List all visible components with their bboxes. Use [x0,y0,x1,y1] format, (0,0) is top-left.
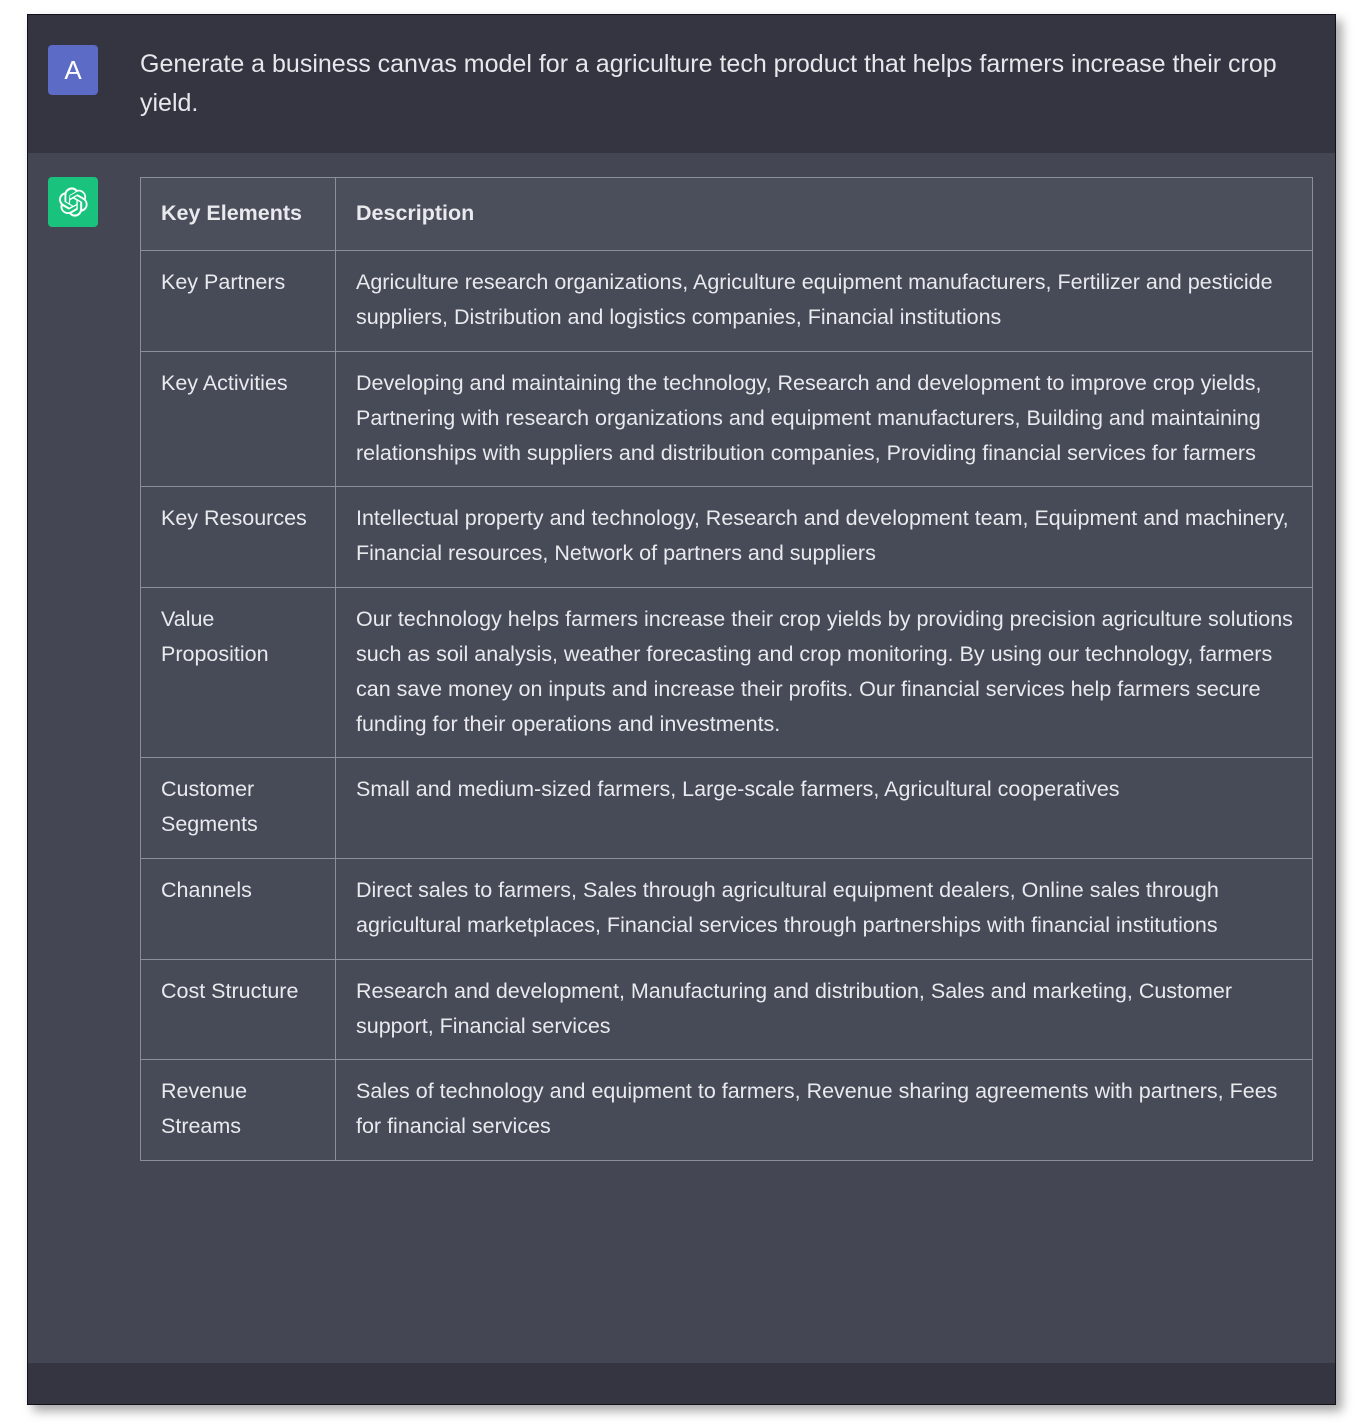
table-row [141,351,1313,486]
column-header-description: Description [336,177,1313,251]
table-row [141,487,1313,588]
table-row [141,859,1313,960]
column-header-key-elements: Key Elements [141,177,336,251]
table-row [141,588,1313,758]
assistant-message-turn [28,153,1335,1363]
cell-description: Sales of technology and equipment to farmers, Revenue sharing agreements with partners, Fees for financial services [336,1060,1313,1161]
business-canvas-table [140,177,1313,1162]
table-header-row [141,177,1313,251]
cell-description: Research and development, Manufacturing and distribution, Sales and marketing, Customer support, Financial services [336,959,1313,1060]
table-row [141,959,1313,1060]
cell-key-element: Value Proposition [141,588,336,758]
chat-window [27,14,1336,1405]
cell-description: Developing and maintaining the technology, Research and development to improve crop yields, Partnering with research organizations and equipment manufacturers, Building and maintaining relationships with suppliers and distribution companies, Providing financial services for farmers [336,351,1313,486]
cell-description: Direct sales to farmers, Sales through agricultural equipment dealers, Online sales through agricultural marketplaces, Financial services through partnerships with financial institutions [336,859,1313,960]
user-message-turn [28,15,1335,153]
table-row [141,251,1313,352]
cell-key-element: Cost Structure [141,959,336,1060]
cell-description: Small and medium-sized farmers, Large-scale farmers, Agricultural cooperatives [336,758,1313,859]
user-avatar-letter: A [64,54,82,85]
user-message-text: Generate a business canvas model for a agriculture tech product that helps farmers increase their crop yield. [140,50,1277,117]
cell-description: Our technology helps farmers increase their crop yields by providing precision agriculture solutions such as soil analysis, weather forecasting and crop monitoring. By using our technology, farmers can save money on inputs and increase their profits. Our financial services help farmers secure funding for their operations and investments. [336,588,1313,758]
cell-description: Intellectual property and technology, Research and development team, Equipment and machinery, Financial resources, Network of partners and suppliers [336,487,1313,588]
cell-key-element: Key Resources [141,487,336,588]
table-row [141,1060,1313,1161]
cell-key-element: Channels [141,859,336,960]
business-canvas-table-container [140,175,1313,1339]
cell-key-element: Customer Segments [141,758,336,859]
openai-logo-icon [48,177,98,227]
cell-key-element: Revenue Streams [141,1060,336,1161]
cell-key-element: Key Activities [141,351,336,486]
cell-description: Agriculture research organizations, Agriculture equipment manufacturers, Fertilizer and pesticide suppliers, Distribution and logistics companies, Financial institutions [336,251,1313,352]
cell-key-element: Key Partners [141,251,336,352]
avatar [48,45,98,95]
table-row [141,758,1313,859]
